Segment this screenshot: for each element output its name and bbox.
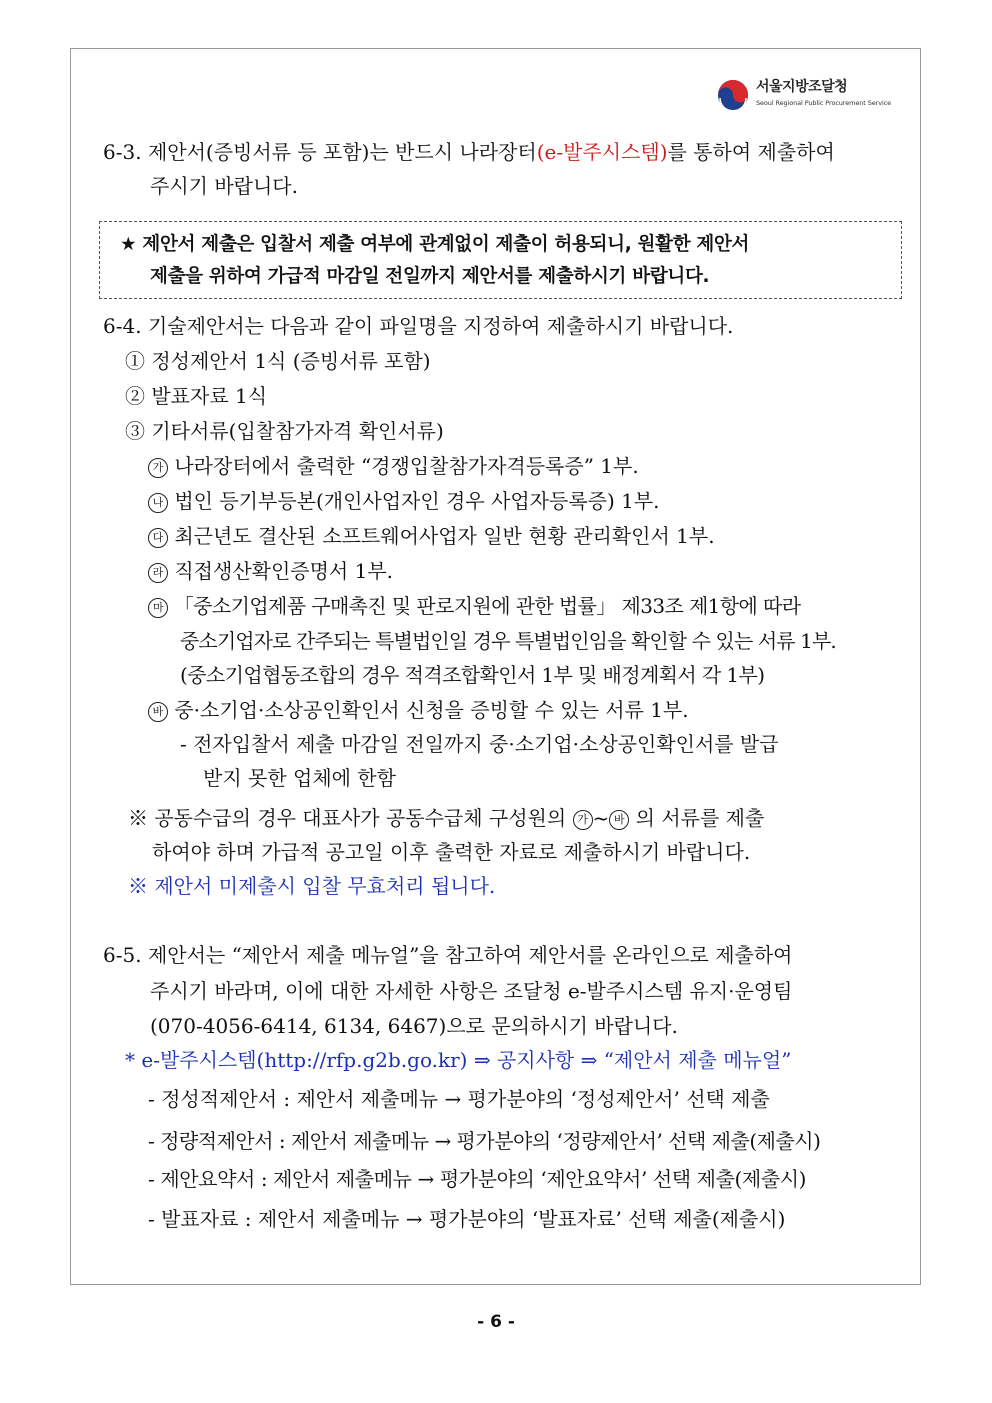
sub-item-ma-cont2: (중소기업협동조합의 경우 적격조합확인서 1부 및 배정계획서 각 1부)	[180, 663, 765, 687]
sub-item-ga: 가 나라장터에서 출력한 “경쟁입찰참가자격등록증” 1부.	[148, 449, 639, 483]
circled-ga-icon: 가	[148, 458, 168, 478]
notice-box	[99, 221, 902, 299]
circled-ba-icon: 바	[609, 810, 629, 830]
sub-item-ma: 마 「중소기업제품 구매촉진 및 판로지원에 관한 법률」 제33조 제1항에 따라	[148, 589, 800, 623]
list-item: ③ 기타서류(입찰참가자격 확인서류)	[125, 419, 444, 443]
taegeuk-emblem-icon	[716, 78, 750, 112]
section-6-4-number: 6-4.	[103, 314, 142, 338]
list-item: - 발표자료 : 제안서 제출메뉴 → 평가분야의 ‘발표자료’ 선택 제출(제출시)	[148, 1207, 786, 1231]
section-6-3-number: 6-3.	[103, 140, 142, 164]
circled-ba-icon: 바	[148, 702, 168, 722]
manual-link-line[interactable]: * e-발주시스템(http://rfp.g2b.go.kr) ⇒ 공지사항 ⇒ “제안서 제출 메뉴얼”	[125, 1048, 792, 1072]
circled-ra-icon: 라	[148, 563, 168, 583]
sub-item-da: 다 최근년도 결산된 소프트웨어사업자 일반 현황 관리확인서 1부.	[148, 519, 715, 553]
sub-item-ma-cont1: 중소기업자로 간주되는 특별법인일 경우 특별법인임을 확인할 수 있는 서류 1부.	[180, 629, 836, 653]
sub-item-ba: 바 중·소기업·소상공인확인서 신청을 증빙할 수 있는 서류 1부.	[148, 693, 689, 727]
circled-da-icon: 다	[148, 528, 168, 548]
dash-note-cont: 받지 못한 업체에 한함	[203, 766, 396, 790]
section-6-3-line1: 6-3. 제안서(증빙서류 등 포함)는 반드시 나라장터(e-발주시스템)를 통하여 제출하여	[103, 140, 835, 164]
circled-ma-icon: 마	[148, 598, 168, 618]
org-logo	[716, 76, 896, 116]
circled-na-icon: 나	[148, 493, 168, 513]
org-name-ko: 서울지방조달청	[756, 79, 848, 95]
org-name-en: Seoul Regional Public Procurement Service	[756, 99, 892, 107]
list-item: - 제안요약서 : 제안서 제출메뉴 → 평가분야의 ‘제안요약서’ 선택 제출(제출시)	[148, 1167, 807, 1191]
list-item: ② 발표자료 1식	[125, 384, 268, 408]
circled-ga-icon: 가	[573, 810, 593, 830]
section-6-5-line3: (070-4056-6414, 6134, 6467)으로 문의하시기 바랍니다.	[150, 1014, 678, 1038]
section-6-3-line2: 주시기 바랍니다.	[150, 174, 298, 198]
page-number: - 6 -	[477, 1312, 515, 1332]
invalid-bid-warning: ※ 제안서 미제출시 입찰 무효처리 됩니다.	[128, 874, 496, 898]
section-6-4-intro: 6-4. 기술제안서는 다음과 같이 파일명을 지정하여 제출하시기 바랍니다.	[103, 314, 734, 338]
notice-line2: 제출을 위하여 가급적 마감일 전일까지 제안서를 제출하시기 바랍니다.	[150, 266, 710, 287]
joint-bid-note-cont: 하여야 하며 가급적 공고일 이후 출력한 자료로 제출하시기 바랍니다.	[152, 840, 751, 864]
section-6-5-line2: 주시기 바라며, 이에 대한 자세한 사항은 조달청 e-발주시스템 유지·운영팀	[150, 979, 793, 1003]
e-system-highlight: (e-발주시스템)	[536, 140, 668, 164]
list-item: - 정량적제안서 : 제안서 제출메뉴 → 평가분야의 ‘정량제안서’ 선택 제출(제출시)	[148, 1129, 821, 1153]
dash-note: - 전자입찰서 제출 마감일 전일까지 중·소기업·소상공인확인서를 발급	[180, 732, 779, 756]
joint-bid-note: ※ 공동수급의 경우 대표사가 공동수급체 구성원의 가 ~ 바 의 서류를 제출	[128, 806, 765, 830]
list-item: - 정성적제안서 : 제안서 제출메뉴 → 평가분야의 ‘정성제안서’ 선택 제출	[148, 1087, 770, 1111]
section-6-5-line1: 6-5. 제안서는 “제안서 제출 메뉴얼”을 참고하여 제안서를 온라인으로 제출하여	[103, 943, 793, 967]
sub-item-na: 나 법인 등기부등본(개인사업자인 경우 사업자등록증) 1부.	[148, 484, 660, 518]
sub-item-ra: 라 직접생산확인증명서 1부.	[148, 554, 393, 588]
section-6-5-number: 6-5.	[103, 943, 142, 967]
notice-line1: ★ 제안서 제출은 입찰서 제출 여부에 관계없이 제출이 허용되니, 원활한 제안서	[120, 234, 750, 255]
list-item: ① 정성제안서 1식 (증빙서류 포함)	[125, 349, 431, 373]
